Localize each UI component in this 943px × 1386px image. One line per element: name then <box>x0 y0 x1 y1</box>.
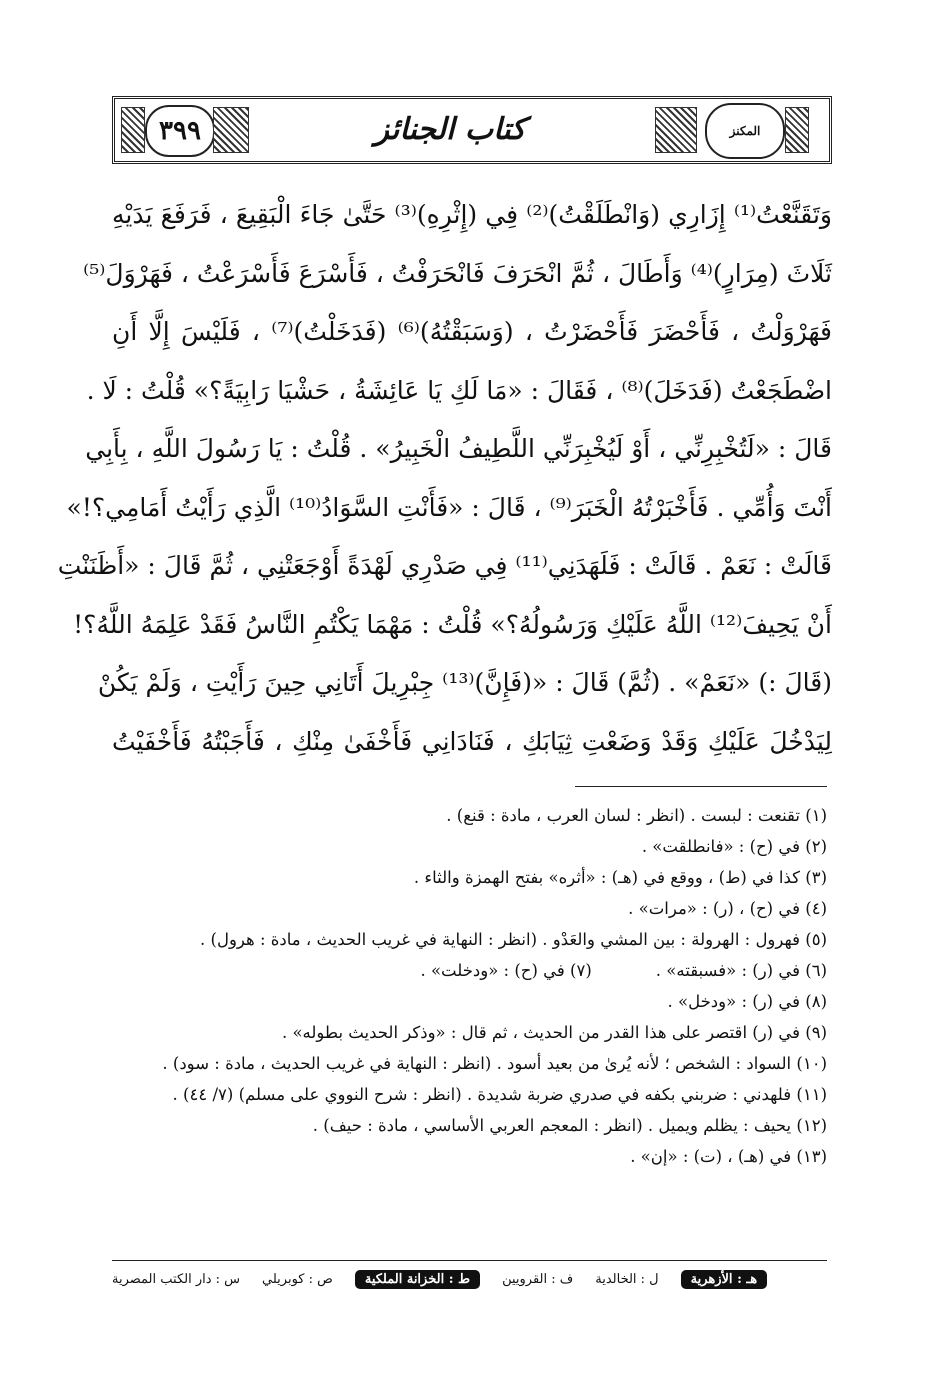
text-line: أَنْ يَحِيفَ⁽¹²⁾ اللَّهُ عَلَيْكِ وَرَسُولُهُ؟» قُلْتُ : مَهْمَا يَكْتُمِ النَّاسُ فَقَدْ عَلِمَهُ اللَّهُ؟! <box>73 609 832 639</box>
legend-separator <box>112 1260 827 1261</box>
ornament-strip <box>655 107 697 153</box>
footnote: (١١) فلهدني : ضربني بكفه في صدري ضربة شديدة . (انظر : شرح النووي على مسلم) (٧/ ٤٤) . <box>172 1085 827 1104</box>
footnote-separator <box>575 786 827 787</box>
footnote: (٦) في (ر) : «فسبقته» . <box>655 961 827 980</box>
text-line: لِيَدْخُلَ عَلَيْكِ وَقَدْ وَضَعْتِ ثِيَابَكِ ، فَنَادَانِي فَأَخْفَىٰ مِنْكِ ، فَأَجَبْتُهُ فَأَخْفَيْتُ <box>112 726 832 756</box>
logo-text: المكنز <box>729 124 761 138</box>
main-text <box>57 186 832 771</box>
ornament-strip <box>121 107 145 153</box>
footnote: (٩) في (ر) اقتصر على هذا القدر من الحديث ، ثم قال : «وذكر الحديث بطوله» . <box>281 1023 827 1042</box>
legend-item: ط : الخزانة الملكية <box>355 1270 480 1289</box>
legend-item: ل : الخالدية <box>595 1271 659 1287</box>
text-line: قَالَ : «لَتُخْبِرِنِّي ، أَوْ لَيُخْبِرَنِّي اللَّطِيفُ الْخَبِيرُ» . قُلْتُ : يَا رَسُولَ اللَّهِ ، بِأَبِي <box>85 434 832 463</box>
text-line: أَنْتَ وَأُمِّي . فَأَخْبَرْتُهُ الْخَبَرَ⁽⁹⁾ ، قَالَ : «فَأَنْتِ السَّوَادُ⁽¹⁰⁾ الَّذِي رَأَيْتُ أَمَامِي؟!» <box>66 492 832 522</box>
legend-item: هـ : الأزهرية <box>681 1270 767 1289</box>
footnote: (٥) فهرول : الهرولة : بين المشي والعَدْو . (انظر : النهاية في غريب الحديث ، مادة : هرول) . <box>200 930 827 949</box>
footnote: (٢) في (ح) : «فانطلقت» . <box>641 837 827 856</box>
legend-item: ص : كوبريلي <box>262 1271 333 1287</box>
footnote: (١٣) في (هـ) ، (ت) : «إن» . <box>630 1147 827 1166</box>
footnote: (١٢) يحيف : يظلم ويميل . (انظر : المعجم العربي الأساسي ، مادة : حيف) . <box>312 1116 827 1135</box>
text-line: ثَلَاثَ (مِرَارٍ)⁽⁴⁾ وَأَطَالَ ، ثُمَّ انْحَرَفَ فَانْحَرَفْتُ ، فَأَسْرَعَ فَأَسْرَعْتُ ، فَهَرْوَلَ⁽⁵⁾ <box>83 258 832 288</box>
ornament-strip <box>785 107 809 153</box>
publisher-logo <box>705 103 785 159</box>
page-header <box>112 96 832 164</box>
text-line: (قَالَ :) «نَعَمْ» . (ثُمَّ) قَالَ : «(فَإِنَّ)⁽¹³⁾ جِبْرِيلَ أَتَانِي حِينَ رَأَيْتِ ، وَلَمْ يَكُنْ <box>97 668 832 697</box>
footnotes <box>112 800 827 1172</box>
text-line: وَتَقَنَّعْتُ⁽¹⁾ إِزَارِي (وَانْطَلَقْتُ)⁽²⁾ فِي (إِثْرِهِ)⁽³⁾ حَتَّىٰ جَاءَ الْبَقِيعَ ، فَرَفَعَ يَدَيْهِ <box>112 200 832 229</box>
footnote: (٣) كذا في (ط) ، ووقع في (هـ) : «أثره» بفتح الهمزة والثاء . <box>413 868 827 887</box>
legend-item: س : دار الكتب المصرية <box>112 1271 241 1287</box>
text-line: اضْطَجَعْتُ (فَدَخَلَ)⁽⁸⁾ ، فَقَالَ : «مَا لَكِ يَا عَائِشَةُ ، حَشْيَا رَابِيَةً؟» قُلْتُ : لَا . <box>86 375 832 405</box>
footnote: (١) تقنعت : لبست . (انظر : لسان العرب ، مادة : قنع) . <box>446 806 827 825</box>
manuscript-legend <box>112 1266 827 1292</box>
book-title: كتاب الجنائز <box>374 111 526 147</box>
ornament-strip <box>213 107 249 153</box>
legend-item: ف : القرويين <box>502 1271 574 1287</box>
text-line: قَالَتْ : نَعَمْ . قَالَتْ : فَلَهَدَنِي⁽¹¹⁾ فِي صَدْرِي لَهْدَةً أَوْجَعَتْنِي ، ثُمَّ قَالَ : «أَظَنَنْتِ <box>57 551 832 580</box>
footnote: (٨) في (ر) : «ودخل» . <box>667 992 827 1011</box>
page-number: ٣٩٩ <box>145 105 215 157</box>
text-line: فَهَرْوَلْتُ ، فَأَحْضَرَ فَأَحْضَرْتُ ، (وَسَبَقْتُهُ)⁽⁶⁾ (فَدَخَلْتُ)⁽⁷⁾ ، فَلَيْسَ إِلَّا أَنِ <box>112 317 832 346</box>
footnote: (٧) في (ح) : «ودخلت» . <box>420 961 592 980</box>
footnote: (٤) في (ح) ، (ر) : «مرات» . <box>628 899 827 918</box>
footnote: (١٠) السواد : الشخص ؛ لأنه يُرىٰ من بعيد أسود . (انظر : النهاية في غريب الحديث ، مادة : سود) . <box>162 1054 827 1073</box>
footnote-row <box>112 955 827 986</box>
